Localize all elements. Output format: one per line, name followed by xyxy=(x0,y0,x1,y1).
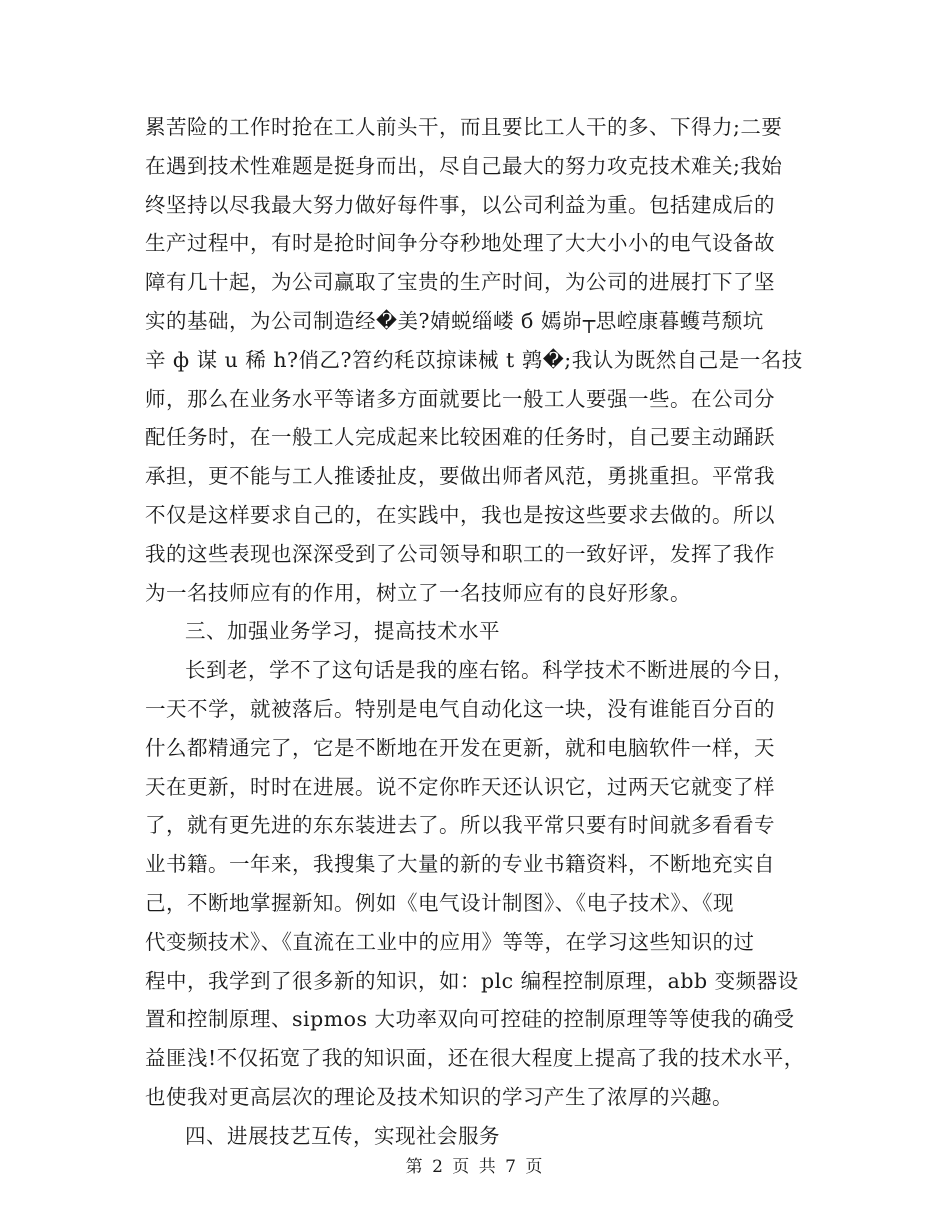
page-footer: 第 2 页 共 7 页 xyxy=(405,1157,545,1177)
body-text xyxy=(145,108,825,1156)
text-line: 四、进展技艺互传，实现社会服务 xyxy=(185,1123,500,1148)
text-line: 也使我对更高层次的理论及技术知识的学习产生了浓厚的兴趣。 xyxy=(145,1084,733,1109)
text-line: 承担，更不能与工人推诿扯皮，要做出师者风范，勇挑重担。平常我 xyxy=(145,464,775,489)
text-line: 辛 ф 谋 u 稀 h?俏乙?笤约秏苡掠诔械 t 鹑�;我认为既然自己是一名技 xyxy=(145,347,803,372)
text-line: 实的基础，为公司制造经�美?婧蜕缁嵝 б 嫣峁┬思崆康暮蠖芎颓坑 xyxy=(145,308,764,333)
text-line: 益匪浅!不仅拓宽了我的知识面，还在很大程度上提高了我的技术水平， xyxy=(145,1046,805,1071)
text-line: 业书籍。一年来，我搜集了大量的新的专业书籍资料，不断地充实自 xyxy=(145,852,775,877)
text-line: 程中，我学到了很多新的知识，如：plc 编程控制原理，abb 变频器设 xyxy=(145,968,799,993)
text-line: 置和控制原理、sipmos 大功率双向可控硅的控制原理等等使我的确受 xyxy=(145,1007,795,1032)
text-line: 配任务时，在一般工人完成起来比较困难的任务时，自己要主动踊跃 xyxy=(145,425,775,450)
text-line: 终坚持以尽我最大努力做好每件事，以公司利益为重。包括建成后的 xyxy=(145,192,775,217)
text-line: 累苦险的工作时抢在工人前头干，而且要比工人干的多、下得力;二要 xyxy=(145,115,783,139)
text-line: 生产过程中，有时是抢时间争分夺秒地处理了大大小小的电气设备故 xyxy=(145,231,775,256)
text-line: 障有几十起，为公司赢取了宝贵的生产时间，为公司的进展打下了坚 xyxy=(145,270,775,295)
text-line: 在遇到技术性难题是挺身而出，尽自己最大的努力攻克技术难关;我始 xyxy=(145,153,783,178)
text-line: 天在更新，时时在进展。说不定你昨天还认识它，过两天它就变了样 xyxy=(145,774,775,799)
text-line: 我的这些表现也深深受到了公司领导和职工的一致好评，发挥了我作 xyxy=(145,541,775,566)
text-line: 长到老，学不了这句话是我的座右铭。科学技术不断进展的今日， xyxy=(185,658,794,683)
text-line: 代变频技术》、《直流在工业中的应用》等等，在学习这些知识的过 xyxy=(145,929,755,954)
text-line: 三、加强业务学习，提高技术水平 xyxy=(185,619,500,644)
text-line: 一天不学，就被落后。特别是电气自动化这一块，没有谁能百分百的 xyxy=(145,696,775,721)
text-line: 了，就有更先进的东东装进去了。所以我平常只要有时间就多看看专 xyxy=(145,813,775,838)
text-line: 师，那么在业务水平等诸多方面就要比一般工人要强一些。在公司分 xyxy=(145,386,775,411)
text-line: 什么都精通完了，它是不断地在开发在更新，就和电脑软件一样，天 xyxy=(145,735,775,760)
text-line: 己，不断地掌握新知。例如《电气设计制图》、《电子技术》、《现 xyxy=(145,890,734,915)
text-line: 为一名技师应有的作用，树立了一名技师应有的良好形象。 xyxy=(145,580,691,605)
text-line: 不仅是这样要求自己的，在实践中，我也是按这些要求去做的。所以 xyxy=(145,502,775,527)
